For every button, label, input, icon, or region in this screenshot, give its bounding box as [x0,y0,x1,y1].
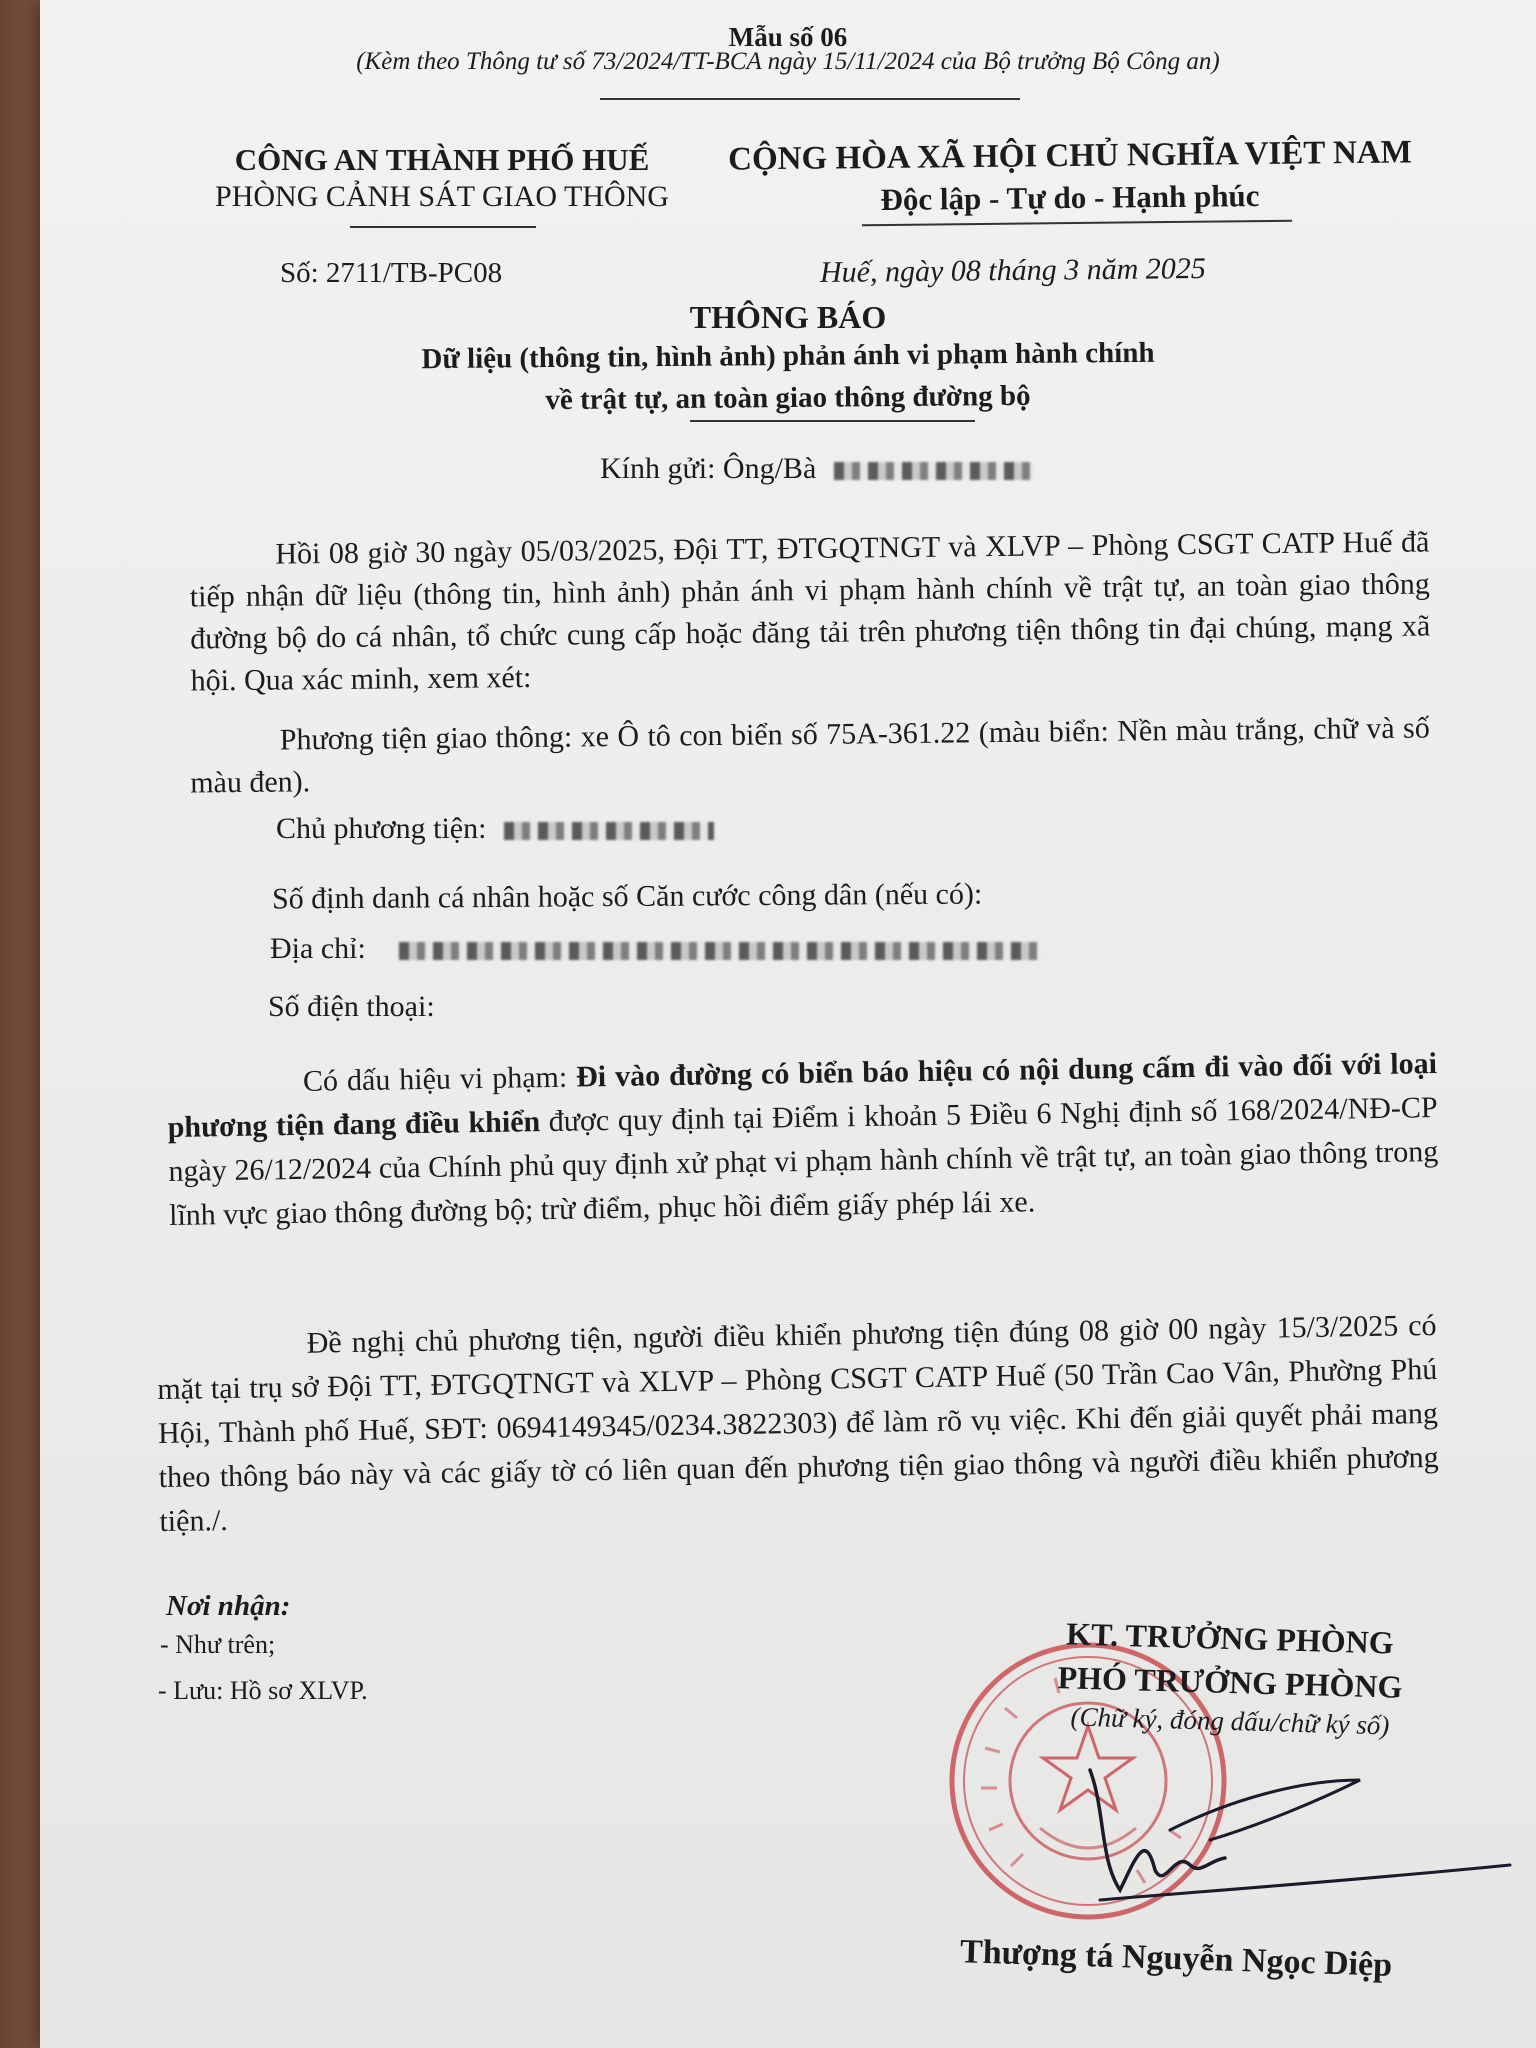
address-label: Địa chỉ: [270,932,366,965]
paragraph-vehicle: Phương tiện giao thông: xe Ô tô con biển số 75A-361.22 (màu biển: Nền màu trắng, chữ và số màu đen). [190,711,1430,800]
agency-rule [350,226,536,228]
recipient-label: Kính gửi: Ông/Bà [600,452,817,485]
recipient-line [600,452,1034,486]
address-line [270,932,1039,966]
nation-title: CỘNG HÒA XÃ HỘI CHỦ NGHĨA VIỆT NAM [728,134,1412,178]
form-number: Mẫu số 06 [728,22,848,52]
national-motto: Độc lập - Tự do - Hạnh phúc [880,178,1260,217]
id-line [272,878,982,917]
signer-name: Thượng tá Nguyễn Ngọc Diệp [959,1933,1393,1984]
id-label: Số định danh cá nhân hoặc số Căn cước công dân (nếu có): [271,877,983,916]
phone-label: Số điện thoại: [268,990,435,1023]
document-page [40,0,1536,2048]
signature-title-2: PHÓ TRƯỞNG PHÒNG [1057,1659,1403,1705]
owner-label: Chủ phương tiện: [276,812,487,845]
motto-rule [862,220,1292,227]
signature-title-1: KT. TRƯỞNG PHÒNG [1065,1615,1395,1661]
header-rule [600,98,1020,100]
notice-subtitle-1: Dữ liệu (thông tin, hình ảnh) phản ánh vi phạm hành chính [421,336,1155,376]
phone-line [268,990,435,1024]
subtitle-rule [690,420,975,422]
redacted-name [834,462,1034,480]
redacted-owner [504,822,714,840]
agency-name: CÔNG AN THÀNH PHỐ HUẾ [234,142,650,177]
violation-legal-basis: được quy định tại Điểm i khoản 5 Điều 6 Nghị định số 168/2024/NĐ-CP ngày 26/12/2024 của Chính phủ quy định xử phạt vi phạm hành chính về trật tự, an toàn giao thông trong lĩnh vực giao thông đường bộ; trừ điểm, phục hồi điểm giấy phép lái xe. [168,1091,1439,1232]
signature-note: (Chữ ký, đóng dấu/chữ ký số) [1070,1701,1390,1741]
notice-subtitle-2: về trật tự, an toàn giao thông đường bộ [545,379,1031,417]
notice-title: THÔNG BÁO [689,299,887,335]
paragraph-violation [167,1042,1440,1238]
paragraph-request: Đề nghị chủ phương tiện, người điều khiển phương tiện đúng 08 giờ 00 ngày 15/3/2025 có mặt tại trụ sở Đội TT, ĐTGQTNGT và XLVP – Phòng CSGT CATP Huế (50 Trần Cao Vân, Phường Phú Hội, Thành phố Huế, SĐT: 0694149345/0234.3822303) để làm rõ vụ việc. Khi đến giải quyết phải mang theo thông báo này và các giấy tờ có liên quan đến phương tiện giao thông và người điều khiển phương tiện./. [157,1308,1439,1539]
receiver-item: - Lưu: Hồ sơ XLVP. [158,1676,368,1705]
receivers-title: Nơi nhận: [166,1590,291,1622]
owner-line [276,812,714,846]
redacted-address [399,942,1039,960]
violation-description: Đi vào đường có biển báo hiệu có nội dung cấm đi vào đối với loại phương tiện đang điều khiển [167,1047,1438,1144]
form-reference: (Kèm theo Thông tư số 73/2024/TT-BCA ngày 15/11/2024 của Bộ trưởng Bộ Công an) [356,48,1220,75]
receiver-item: - Như trên; [160,1630,276,1659]
paragraph-intake: Hồi 08 giờ 30 ngày 05/03/2025, Đội TT, ĐTGQTNGT và XLVP – Phòng CSGT CATP Huế đã tiếp nhận dữ liệu (thông tin, hình ảnh) phản ánh vi phạm hành chính về trật tự, an toàn giao thông đường bộ do cá nhân, tổ chức cung cấp hoặc đăng tải trên phương tiện thông tin đại chúng, mạng xã hội. Qua xác minh, xem xét: [189,525,1431,698]
place-date: Huế, ngày 08 tháng 3 năm 2025 [819,251,1206,290]
department-name: PHÒNG CẢNH SÁT GIAO THÔNG [215,180,669,213]
handwritten-signature [1060,1740,1520,1910]
document-number: Số: 2711/TB-PC08 [280,257,503,289]
violation-intro: Có dấu hiệu vi phạm: [302,1060,577,1098]
